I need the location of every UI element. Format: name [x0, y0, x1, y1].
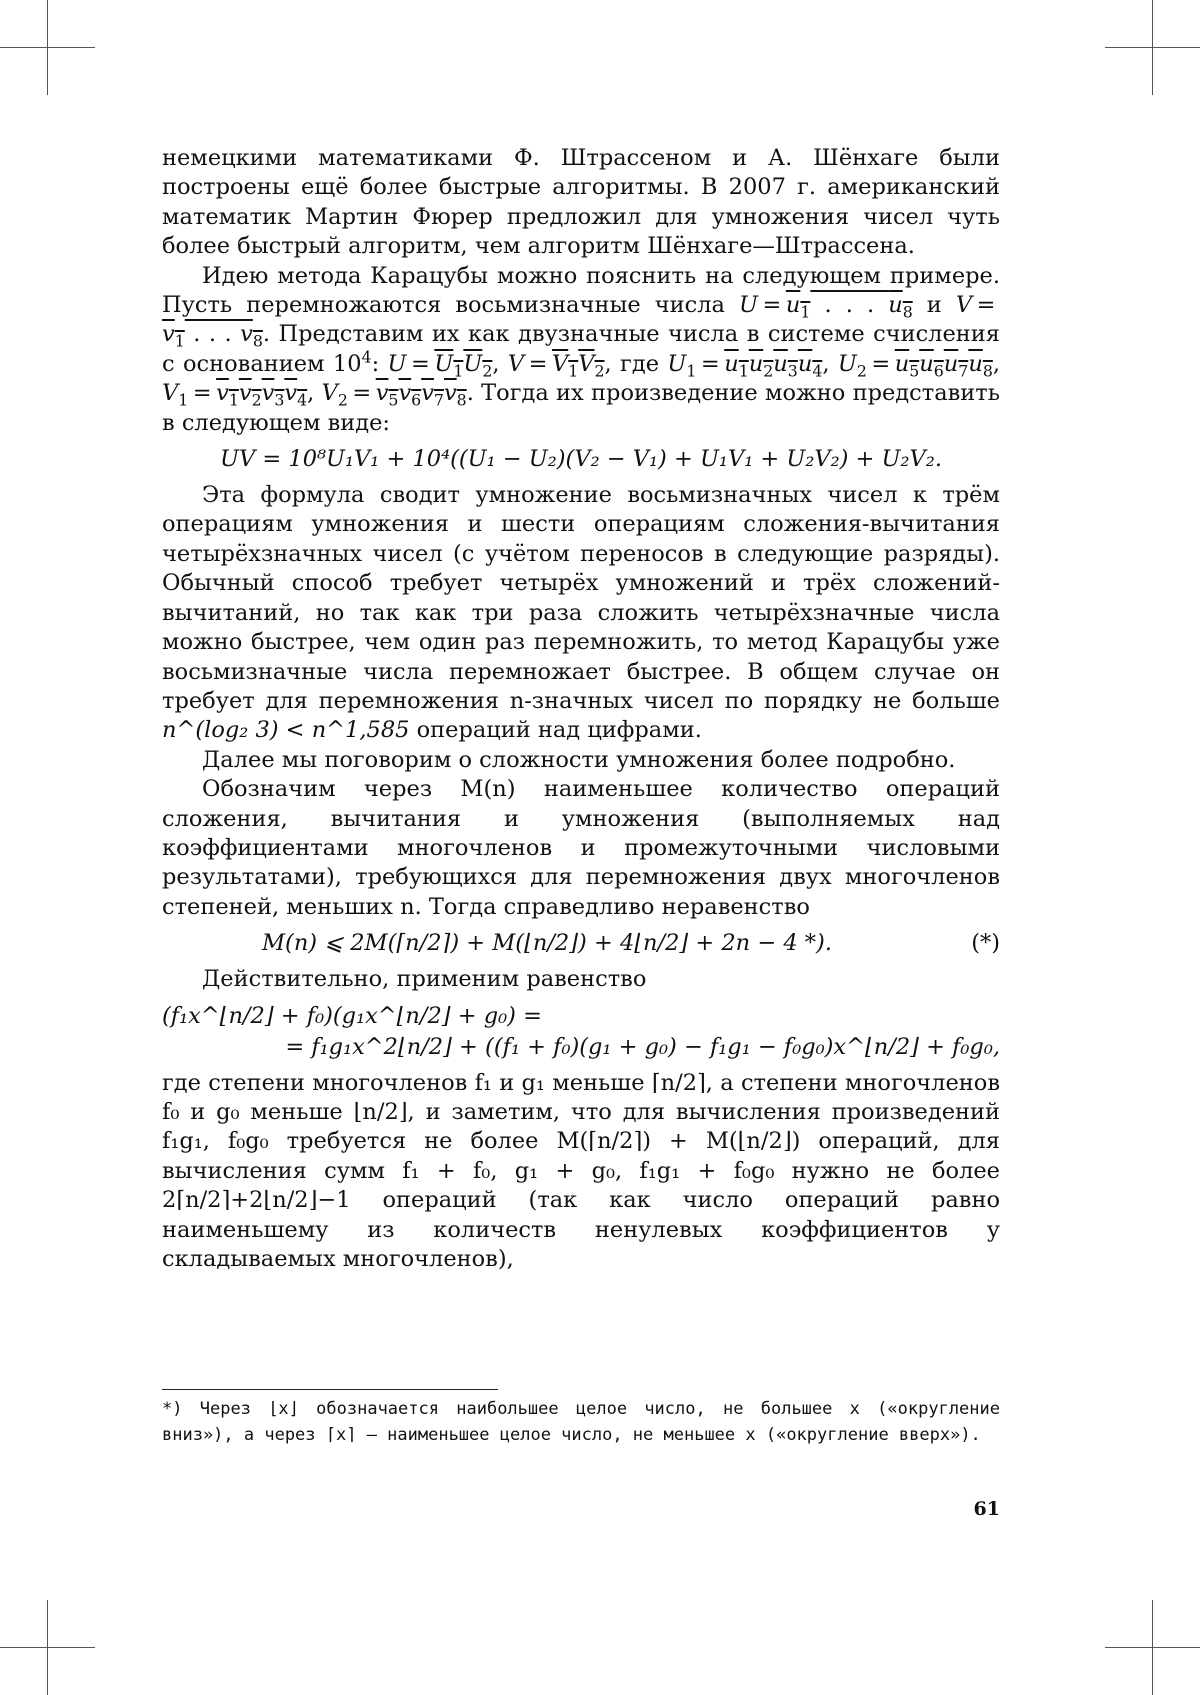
- paragraph-formula-tail: операций над цифрами.: [416, 717, 702, 744]
- equation-poly-line1: (f₁x^⌊n/2⌋ + f₀)(g₁x^⌊n/2⌋ + g₀) =: [162, 1002, 542, 1029]
- complexity-bound: n^(log₂ 3) < n^1,585: [162, 717, 410, 744]
- equation-inequality: [162, 928, 1000, 959]
- crop-mark-bottom-right-v: [1152, 1600, 1153, 1695]
- equation-uv-product: UV = 10⁸U₁V₁ + 10⁴((U₁ − U₂)(V₂ − V₁) + U₁V₁ + U₂V₂) + U₂V₂.: [220, 446, 942, 473]
- page-body: [162, 144, 1000, 1274]
- equation-poly-line2: = f₁g₁x^2⌊n/2⌋ + ((f₁ + f₀)(g₁ + g₀) − f₁g₁ − f₀g₀)x^⌊n/2⌋ + f₀g₀,: [285, 1033, 1000, 1060]
- paragraph-karatsuba-product: Тогда их произведение можно представить в следующем виде:: [162, 380, 1000, 436]
- paragraph-karatsuba-example: Идею метода Карацубы можно пояснить на следующем примере. Пусть перемножаются восьмизначные числа $U = u_1$ . . . $u_8$ и $V = v_1$ . . . $v_8$. Представим их как двузначные числа в системе счисления с основанием $10^4$: $U = U_1U_2$, $V = V_1V_2$, где $U_1 = u_1u_2u_3u_4$, $U_2 = u_5u_6u_7u_8$, $V_1 = v_1v_2v_3v_4$, $V_2 = v_5v_6v_7v_8$. Тогда их произведение можно представить в следующем виде:: [162, 262, 1000, 436]
- paragraph-degrees: где степени многочленов f₁ и g₁ меньше ⌈n/2⌉, а степени многочленов f₀ и g₀ меньше ⌊n/2⌋, и заметим, что для вычисления произведений f₁g₁, f₀g₀ требуется не более M(⌈n/2⌉) + M(⌊n/2⌋) операций, для вычисления сумм f₁ + f₀, g₁ + g₀, f₁g₁ + f₀g₀ нужно не более 2⌈n/2⌉+2⌊n/2⌋−1 операций (так как число операций равно наименьшему из количеств ненулевых коэффициентов у складываемых многочленов),: [162, 1069, 1000, 1272]
- paragraph-indeed: Действительно, применим равенство: [202, 966, 647, 993]
- page-number: 61: [973, 1498, 1000, 1520]
- footnote: *) Через ⌊x⌋ обозначается наибольшее целое число, не большее x («округление вниз»), а через ⌈x⌉ — наименьшее целое число, не меньшее x («округление вверх»).: [162, 1399, 1000, 1445]
- crop-mark-top-left-v: [47, 0, 48, 95]
- equation-number: (*): [971, 930, 1000, 957]
- paragraph-mn-definition: Обозначим через M(n) наименьшее количество операций сложения, вычитания и умножения (выполняемых над коэффициентами многочленов и промежуточными числовыми результатами), требующихся для перемножения двух многочленов степеней, меньших n. Тогда справедливо неравенство: [162, 776, 1000, 920]
- paragraph-formula-explanation: [162, 481, 1000, 746]
- footnote-rule: [162, 1389, 498, 1390]
- inequality-formula: M(n) ⩽ 2M(⌈n/2⌉) + M(⌊n/2⌋) + 4⌊n/2⌋ + 2n − 4 *).: [262, 930, 832, 957]
- paragraph-karatsuba-intro: Идею метода Карацубы можно пояснить на следующем примере. Пусть перемножаются восьмизначные числа: [162, 262, 1000, 319]
- paragraph-karatsuba-represent: Представим их как двузначные числа в системе счисления с основанием: [162, 321, 1000, 377]
- paragraph-shonhage: немецкими математиками Ф. Штрассеном и А. Шёнхаге были построены ещё более быстрые алгоритмы. В 2007 г. американский математик Мартин Фюрер предложил для умножения чисел чуть более быстрый алгоритм, чем алгоритм Шёнхаге—Штрассена.: [162, 145, 1000, 260]
- crop-mark-bottom-left-v: [47, 1600, 48, 1695]
- paragraph-further: Далее мы поговорим о сложности умножения более подробно.: [202, 746, 956, 773]
- equation-poly-product: [162, 1001, 1000, 1063]
- paragraph-formula-text: Эта формула сводит умножение восьмизначных чисел к трём операциям умножения и шести операциям сложения-вычитания четырёхзначных чисел (с учётом переносов в следующие разряды). Обычный способ требует четырёх умножений и трёх сложений-вычитаний, но так как три раза сложить четырёхзначные числа можно быстрее, чем один раз перемножить, то метод Карацубы уже восьмизначные числа перемножает быстрее. В общем случае он требует для перемножения n-значных чисел по порядку не больше: [162, 482, 1000, 714]
- crop-mark-top-right-v: [1152, 0, 1153, 95]
